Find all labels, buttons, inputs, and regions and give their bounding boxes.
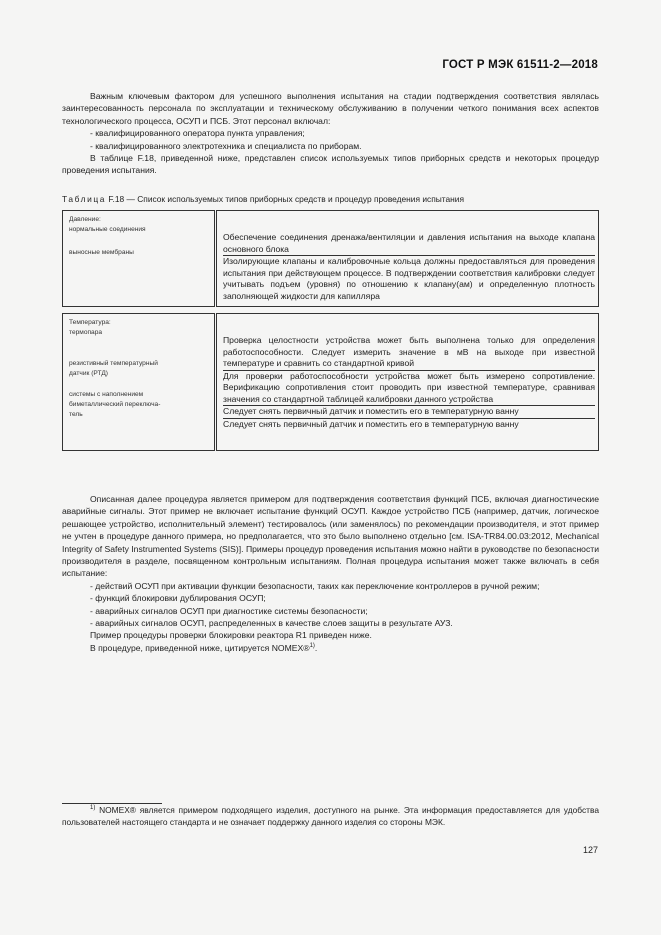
instrument-table bbox=[62, 210, 599, 451]
pressure-labels-cell bbox=[63, 211, 216, 307]
footnote-text: NOMEX® является примером подходящего изделия, доступного на рынке. Эта информация предоставляется для удобства пользователей настоящего стандарта и не означает поддержку данного изделия со стороны МЭК. bbox=[62, 805, 599, 827]
body-paragraph-3-end: . bbox=[314, 642, 318, 653]
footnote-mark: 1) bbox=[90, 805, 96, 812]
temperature-label-thermocouple: термопара bbox=[69, 329, 103, 337]
table-group-temperature bbox=[63, 314, 599, 451]
body-section bbox=[62, 493, 599, 654]
body-paragraph-3-text: В процедуре, приведенной ниже, цитируется NOMEX® bbox=[90, 642, 310, 653]
table-caption-text: F.18 — Список используемых типов приборных средств и процедур проведения испытания bbox=[106, 194, 465, 204]
pressure-heading: Давление: bbox=[69, 216, 101, 223]
temperature-heading: Температура: bbox=[69, 319, 111, 326]
temperature-procedure-thermocouple: Проверка целостности устройства может быть выполнена только для определения работоспособности. Следует измерить значение в мВ на выходе при известной температуре и сравнить со стандартной кривой bbox=[223, 335, 595, 371]
intro-dash-item-2: - квалифицированного электротехника и специалиста по приборам. bbox=[90, 140, 362, 151]
footnote-ref[interactable]: 1) bbox=[309, 643, 315, 650]
table-caption-prefix: Таблица bbox=[62, 194, 107, 204]
body-dash-item-1: - действий ОСУП при активации функции безопасности, таких как переключение контроллеров в ручной режим; bbox=[90, 580, 540, 591]
pressure-label-normal: нормальные соединения bbox=[69, 226, 146, 234]
pressure-procedure-normal: Обеспечение соединения дренажа/вентиляции и давления испытания на выходе клапана основного блока bbox=[223, 232, 595, 256]
page-number: 127 bbox=[582, 845, 598, 855]
temperature-label-bimetal-line1: биметаллический переключа- bbox=[69, 401, 161, 409]
temperature-procedures-cell bbox=[216, 314, 599, 451]
body-dash-item-4: - аварийных сигналов ОСУП, распределенных в качестве слоев защиты в результате АУЗ. bbox=[90, 618, 453, 629]
body-dash-item-2: - функций блокировки дублирования ОСУП; bbox=[90, 593, 266, 604]
pressure-procedure-diaphragm: Изолирующие клапаны и калибровочные кольца должны предоставляться для проведения испытания при действующем процессе. В подтверждении соответствия калибровки следует учитывать подъем (уровня) по отношению к клапану(ам) и определенную плотность заполняющей жидкости для капилляра bbox=[223, 256, 595, 301]
temperature-label-rtd-line2: датчик (РТД) bbox=[69, 370, 108, 378]
pressure-procedures-cell bbox=[216, 211, 599, 307]
temperature-procedure-bimetal: Следует снять первичный датчик и поместить его в температурную ванну bbox=[223, 418, 519, 429]
intro-paragraph-2: В таблице F.18, приведенной ниже, представлен список используемых типов приборных средств и некоторых процедур проведения испытания. bbox=[62, 153, 599, 176]
temperature-labels-cell bbox=[63, 314, 216, 451]
table-group-pressure bbox=[63, 211, 599, 307]
body-paragraph-2: Пример процедуры проверки блокировки реактора R1 приведен ниже. bbox=[90, 630, 372, 641]
intro-section bbox=[62, 90, 599, 177]
body-paragraph-1: Описанная далее процедура является примером для подтверждения соответствия функций ПСБ, включая диагностические аварийные сигналы. Этот пример не включает испытание функций ОСУП. Каждое устройство ПСБ (например, датчик, логическое решающее устройство, исполнительный элемент) тестировалось (или заменялось) по рекомендации производителя, и этот пример не учтен в процедуре данного примера, но предполагается, что это было выполнено отдельно [см. ISA-TR84.00.03:2012, Mechanical Integrity of Safety Instrumented Systems (SIS)]. Примеры процедур проведения испытания можно найти в руководстве по безопасности производителя в разделе, посвященном контрольным испытаниям. Полная процедура испытания может также включать в себя испытание: bbox=[62, 494, 599, 579]
intro-paragraph-1: Важным ключевым фактором для успешного выполнения испытания на стадии подтверждения соответствия являлась заинтересованность персонала по эксплуатации и техническому обслуживанию в получении четкого понимания всех аспектов технологического процесса, ОСУП и ПСБ. Этот персонал включал: bbox=[62, 91, 599, 126]
table-gap-row bbox=[63, 307, 599, 314]
body-dash-item-3: - аварийных сигналов ОСУП при диагностике системы безопасности; bbox=[90, 605, 368, 616]
table-caption bbox=[62, 193, 602, 205]
temperature-procedure-rtd: Для проверки работоспособности устройства может быть измерено сопротивление. Верификацию сопротивления стоит проводить при известной температуре, сравнивая значения со стандартной таблицей калибровки данного устройства bbox=[223, 371, 595, 407]
temperature-label-bimetal-line2: тель bbox=[69, 411, 83, 419]
intro-dash-item-1: - квалифицированного оператора пункта управления; bbox=[90, 128, 305, 139]
page-header-title: ГОСТ Р МЭК 61511-2—2018 bbox=[442, 59, 598, 71]
temperature-procedure-filled: Следует снять первичный датчик и поместить его в температурную ванну bbox=[223, 406, 595, 419]
footnote bbox=[62, 804, 599, 828]
temperature-label-filled: системы с наполнением bbox=[69, 390, 144, 398]
body-paragraph-3 bbox=[62, 642, 599, 654]
temperature-label-rtd-line1: резистивный температурный bbox=[69, 359, 158, 367]
pressure-label-diaphragm: выносные мембраны bbox=[69, 248, 134, 256]
